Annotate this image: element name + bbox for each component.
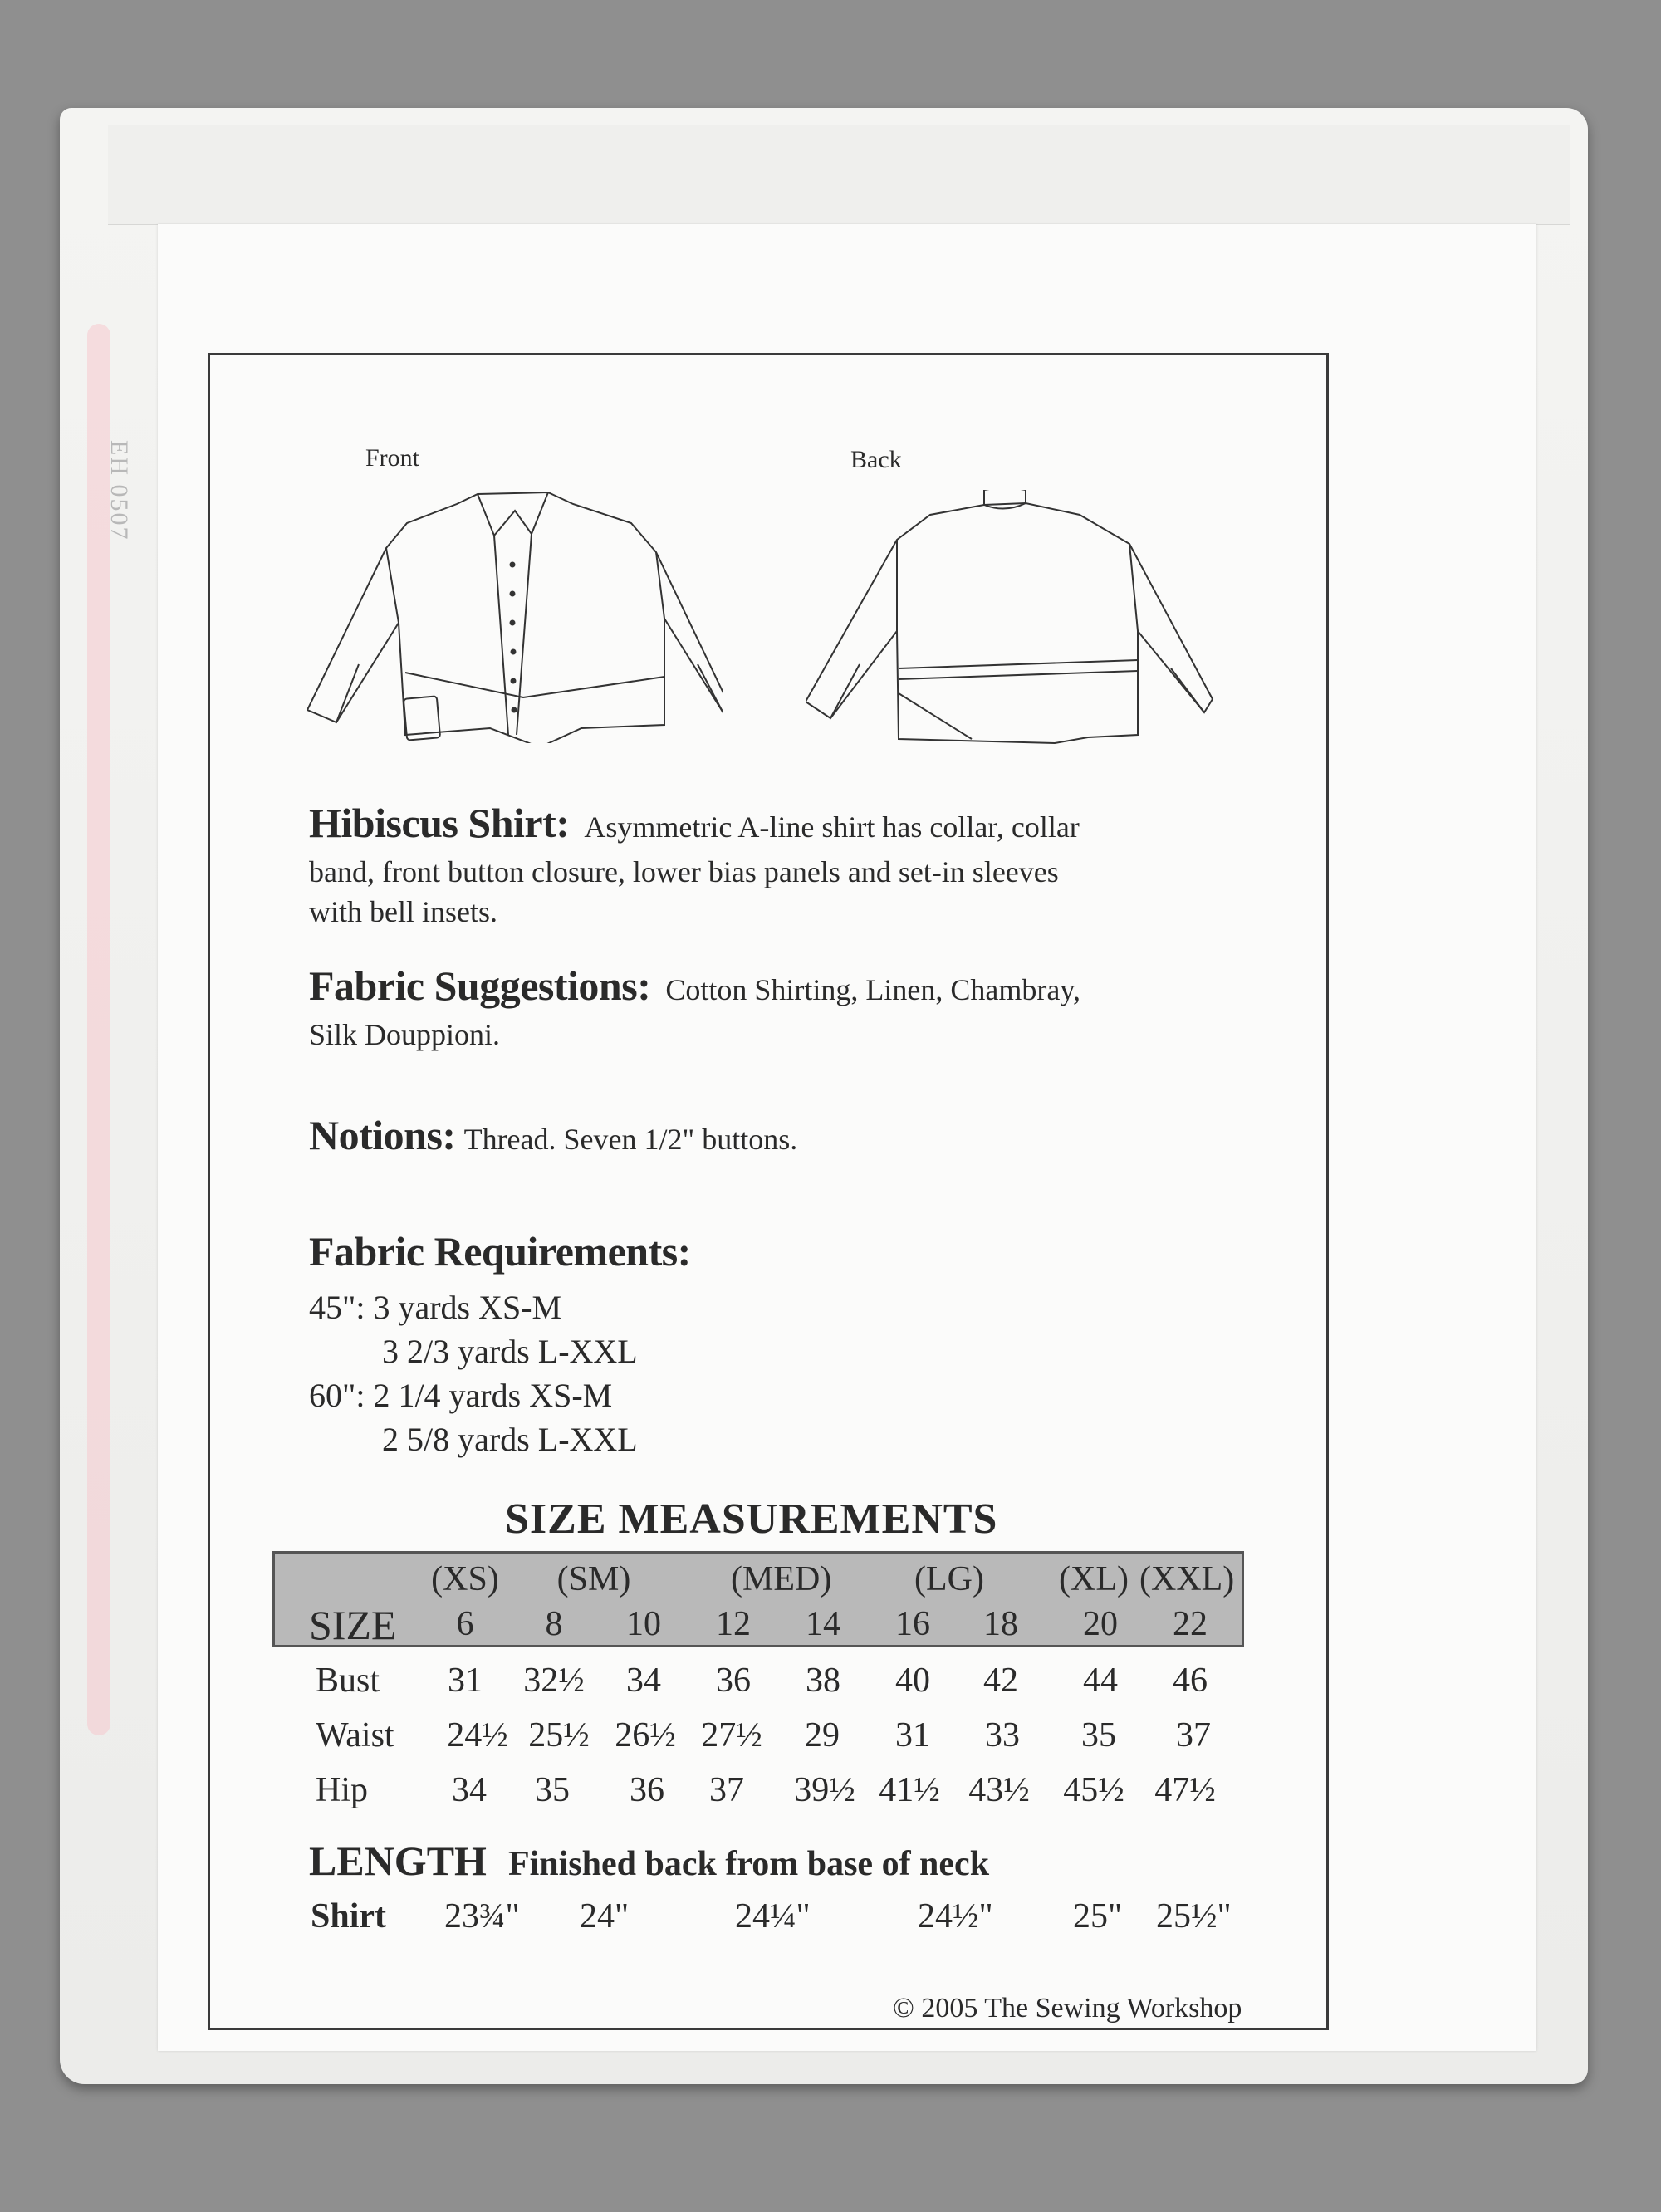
bust-value: 36 bbox=[716, 1661, 751, 1700]
bust-value: 42 bbox=[983, 1661, 1018, 1700]
bust-row-label: Bust bbox=[316, 1661, 380, 1700]
hip-value: 45½ bbox=[1063, 1771, 1124, 1809]
size-number: 12 bbox=[716, 1605, 751, 1643]
length-heading: LENGTH bbox=[309, 1838, 487, 1884]
size-group-label: (XL) bbox=[1059, 1560, 1129, 1598]
shirt-length-value: 24" bbox=[580, 1897, 630, 1936]
hip-row-label: Hip bbox=[316, 1771, 368, 1809]
hip-value: 37 bbox=[709, 1771, 744, 1809]
waist-value: 26½ bbox=[615, 1716, 676, 1754]
size-number: 16 bbox=[895, 1605, 930, 1643]
shirt-row-label: Shirt bbox=[311, 1897, 387, 1936]
waist-value: 29 bbox=[805, 1716, 840, 1754]
length-subheading: Finished back from base of neck bbox=[507, 1845, 990, 1883]
hibiscus-line-3: with bell insets. bbox=[309, 895, 497, 928]
fabric-req-line: 3 2/3 yards L-XXL bbox=[382, 1333, 638, 1370]
fabric-requirements-heading: Fabric Requirements: bbox=[309, 1228, 691, 1275]
size-number: 22 bbox=[1173, 1605, 1208, 1643]
size-number: 6 bbox=[456, 1605, 474, 1643]
hip-value: 35 bbox=[535, 1771, 570, 1809]
bust-value: 38 bbox=[806, 1661, 840, 1700]
waist-value: 31 bbox=[895, 1716, 930, 1754]
waist-value: 24½ bbox=[447, 1716, 508, 1754]
bust-value: 46 bbox=[1173, 1661, 1208, 1700]
hibiscus-line-2: band, front button closure, lower bias panels and set-in sleeves bbox=[309, 855, 1059, 888]
fabric-req-line: 2 5/8 yards L-XXL bbox=[382, 1421, 638, 1458]
hibiscus-line-1: Asymmetric A-line shirt has collar, collar bbox=[584, 810, 1080, 844]
notions-heading: Notions: bbox=[309, 1112, 456, 1158]
size-number: 14 bbox=[806, 1605, 840, 1643]
hip-value: 39½ bbox=[794, 1771, 855, 1809]
hip-value: 47½ bbox=[1154, 1771, 1216, 1809]
bust-value: 32½ bbox=[523, 1661, 585, 1700]
waist-row-label: Waist bbox=[316, 1716, 394, 1754]
fabric-req-line: 60": 2 1/4 yards XS-M bbox=[309, 1377, 613, 1414]
size-number: 10 bbox=[626, 1605, 661, 1643]
hip-value: 41½ bbox=[879, 1771, 940, 1809]
size-group-label: (LG) bbox=[914, 1560, 984, 1598]
shirt-length-value: 25½" bbox=[1156, 1897, 1232, 1936]
fabric-req-line: 45": 3 yards XS-M bbox=[309, 1289, 562, 1326]
shirt-length-value: 24½" bbox=[918, 1897, 993, 1936]
bust-value: 31 bbox=[448, 1661, 483, 1700]
size-number: 20 bbox=[1083, 1605, 1118, 1643]
waist-value: 37 bbox=[1176, 1716, 1211, 1754]
front-label: Front bbox=[365, 444, 420, 472]
fabric-suggestions-heading: Fabric Suggestions: bbox=[309, 962, 651, 1009]
hip-value: 43½ bbox=[968, 1771, 1030, 1809]
notions-text: Thread. Seven 1/2" buttons. bbox=[463, 1123, 798, 1156]
waist-value: 35 bbox=[1081, 1716, 1116, 1754]
bust-value: 34 bbox=[626, 1661, 661, 1700]
size-group-label: (XS) bbox=[431, 1560, 499, 1598]
shirt-length-value: 24¼" bbox=[735, 1897, 811, 1936]
bust-value: 44 bbox=[1083, 1661, 1118, 1700]
waist-value: 33 bbox=[985, 1716, 1020, 1754]
size-group-label: (SM) bbox=[556, 1560, 631, 1598]
size-group-label: (MED) bbox=[731, 1560, 832, 1598]
fabric-suggestions-line-2: Silk Douppioni. bbox=[309, 1018, 501, 1051]
hip-value: 34 bbox=[452, 1771, 487, 1809]
bust-value: 40 bbox=[895, 1661, 930, 1700]
show-through-code: EH 0507 bbox=[105, 440, 133, 541]
hip-value: 36 bbox=[630, 1771, 664, 1809]
back-label: Back bbox=[850, 446, 902, 473]
shirt-length-value: 23¾" bbox=[444, 1897, 520, 1936]
waist-value: 25½ bbox=[528, 1716, 590, 1754]
copyright-text: © 2005 The Sewing Workshop bbox=[893, 1993, 1242, 2024]
fabric-suggestions-line-1: Cotton Shirting, Linen, Chambray, bbox=[665, 973, 1080, 1006]
waist-value: 27½ bbox=[701, 1716, 762, 1754]
size-number: 18 bbox=[983, 1605, 1018, 1643]
size-group-label: (XXL) bbox=[1139, 1560, 1235, 1598]
size-row-label: SIZE bbox=[309, 1602, 397, 1648]
size-measurements-title: SIZE MEASUREMENTS bbox=[505, 1495, 998, 1543]
shirt-length-value: 25" bbox=[1073, 1897, 1123, 1936]
size-number: 8 bbox=[545, 1605, 563, 1643]
hibiscus-heading: Hibiscus Shirt: bbox=[309, 800, 570, 846]
